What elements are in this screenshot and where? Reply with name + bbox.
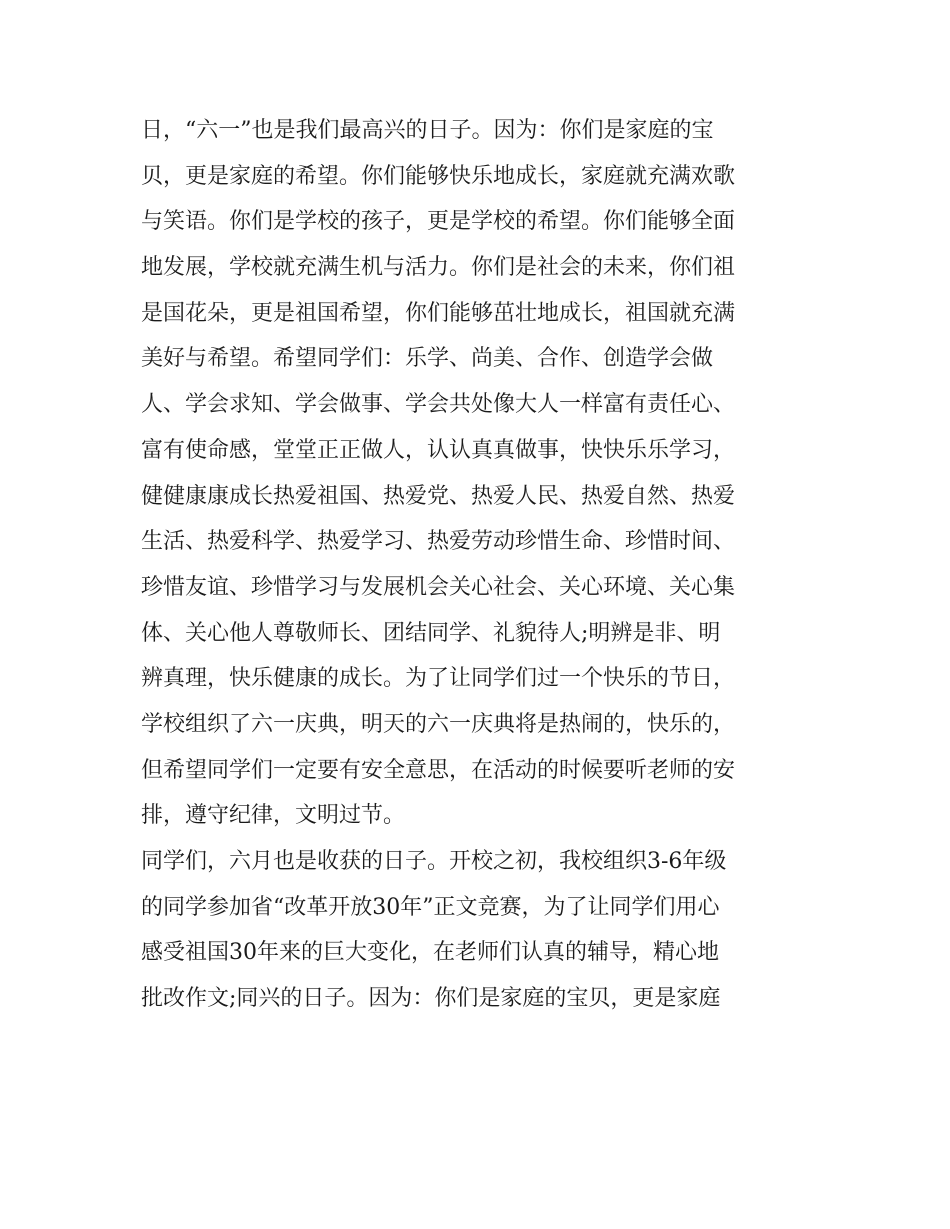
text-line: 地发展，学校就充满生机与活力。你们是社会的未来，你们祖: [141, 255, 736, 281]
text-line: 贝，更是家庭的希望。你们能够快乐地成长，家庭就充满欢歌: [141, 163, 736, 189]
text-line: 生活、热爱科学、热爱学习、热爱劳动珍惜生命、珍惜时间、: [141, 529, 736, 555]
document-body: [141, 108, 821, 1022]
text-line: 排，遵守纪律，文明过节。: [141, 803, 406, 829]
text-line: 美好与希望。希望同学们：乐学、尚美、合作、创造学会做: [141, 346, 714, 372]
text-line: 感受祖国30年来的巨大变化，在老师们认真的辅导，精心地: [141, 940, 719, 966]
text-line: 日，“六一”也是我们最高兴的日子。因为：你们是家庭的宝: [141, 118, 714, 143]
text-line: 同学们，六月也是收获的日子。开校之初，我校组织3-6年级: [141, 849, 727, 874]
text-line: 的同学参加省“改革开放30年”正文竞赛，为了让同学们用心: [141, 894, 720, 920]
text-line: 但希望同学们一定要有安全意思，在活动的时候要听老师的安: [141, 757, 736, 783]
text-line: 珍惜友谊、珍惜学习与发展机会关心社会、关心环境、关心集: [141, 574, 736, 600]
text-line: 人、学会求知、学会做事、学会共处像大人一样富有责任心、: [141, 392, 736, 418]
text-line: 健健康康成长热爱祖国、热爱党、热爱人民、热爱自然、热爱: [141, 483, 736, 509]
text-line: 批改作文;同兴的日子。因为：你们是家庭的宝贝，更是家庭: [141, 986, 721, 1012]
text-line: 富有使命感，堂堂正正做人，认认真真做事，快快乐乐学习，: [141, 437, 736, 463]
text-line: 体、关心他人尊敬师长、团结同学、礼貌待人;明辨是非、明: [141, 620, 721, 646]
text-line: 是国花朵，更是祖国希望，你们能够茁壮地成长，祖国就充满: [141, 300, 736, 326]
text-line: 学校组织了六一庆典，明天的六一庆典将是热闹的，快乐的，: [141, 711, 736, 737]
text-line: 辨真理，快乐健康的成长。为了让同学们过一个快乐的节日，: [141, 666, 736, 692]
text-line: 与笑语。你们是学校的孩子，更是学校的希望。你们能够全面: [141, 209, 736, 235]
